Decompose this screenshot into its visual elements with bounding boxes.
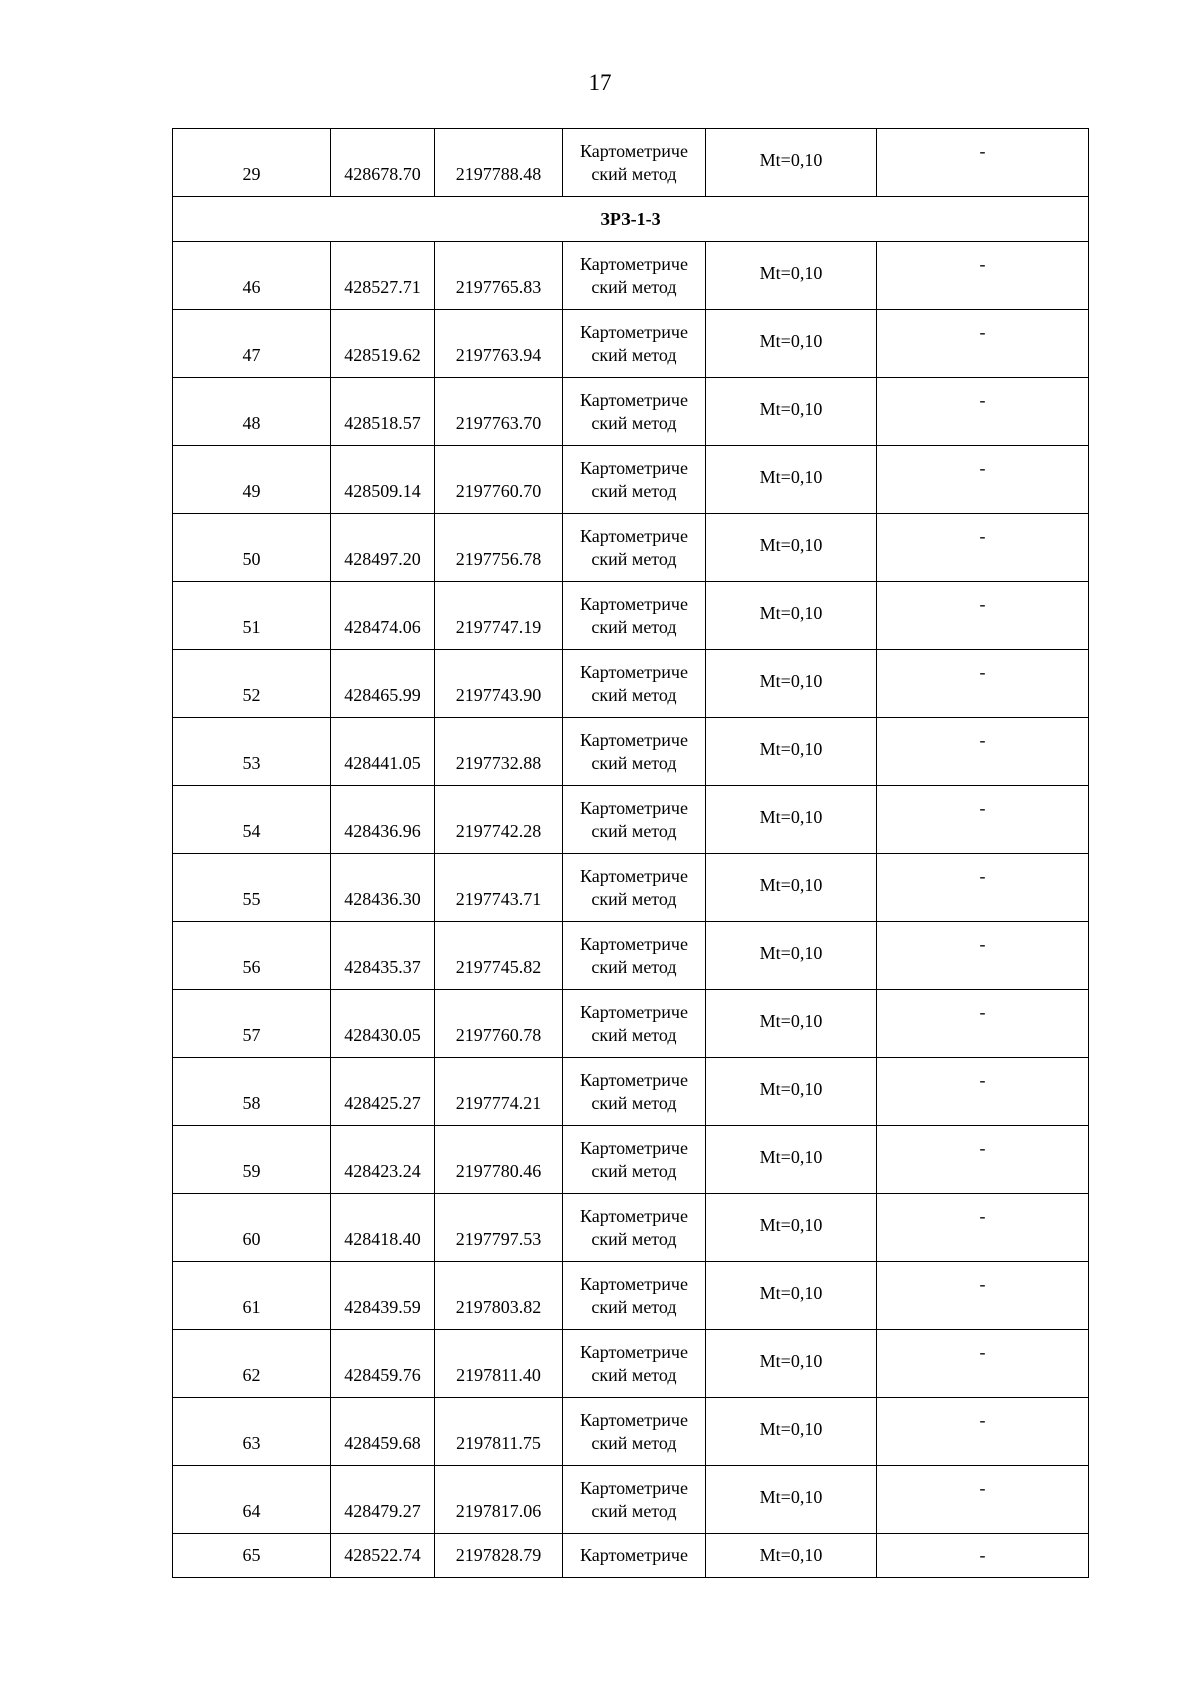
table-row (173, 990, 1089, 1058)
note-cell: - (877, 650, 1089, 718)
point-number: 63 (173, 1398, 331, 1466)
note-cell: - (877, 582, 1089, 650)
coordinates-table-body (173, 129, 1089, 1578)
table-row (173, 378, 1089, 446)
method-line1: Картометриче (580, 1069, 688, 1090)
coord-x: 428497.20 (331, 514, 435, 582)
method-line1: Картометриче (580, 933, 688, 954)
method-cell (563, 582, 706, 650)
method-cell (563, 378, 706, 446)
note-cell: - (877, 1466, 1089, 1534)
method-line1: Картометриче (580, 865, 688, 886)
coord-x: 428474.06 (331, 582, 435, 650)
point-number: 29 (173, 129, 331, 197)
coord-x: 428430.05 (331, 990, 435, 1058)
note-cell: - (877, 1330, 1089, 1398)
coord-y: 2197742.28 (435, 786, 563, 854)
coord-x: 428465.99 (331, 650, 435, 718)
coord-x: 428423.24 (331, 1126, 435, 1194)
table-row (173, 718, 1089, 786)
point-number: 48 (173, 378, 331, 446)
method-cell (563, 310, 706, 378)
point-number: 64 (173, 1466, 331, 1534)
table-row (173, 242, 1089, 310)
coord-y: 2197763.94 (435, 310, 563, 378)
method-line1: Картометриче (580, 321, 688, 342)
accuracy-cell: Mt=0,10 (706, 1262, 877, 1330)
method-cell (563, 1194, 706, 1262)
section-title: ЗРЗ-1-3 (173, 197, 1089, 242)
table-row (173, 650, 1089, 718)
method-line1: Картометриче (580, 1409, 688, 1430)
coord-y: 2197756.78 (435, 514, 563, 582)
point-number: 46 (173, 242, 331, 310)
point-number: 49 (173, 446, 331, 514)
method-line1: Картометриче (580, 1205, 688, 1226)
method-cell (563, 854, 706, 922)
note-cell: - (877, 1262, 1089, 1330)
note-cell: - (877, 378, 1089, 446)
accuracy-cell: Mt=0,10 (706, 922, 877, 990)
method-line1: Картометриче (580, 1477, 688, 1498)
coord-x: 428435.37 (331, 922, 435, 990)
method-line1: Картометриче (580, 593, 688, 614)
coord-y: 2197817.06 (435, 1466, 563, 1534)
method-line1: Картометриче (580, 457, 688, 478)
note-cell: - (877, 854, 1089, 922)
method-line2: ский метод (591, 548, 677, 569)
method-line1: Картометриче (580, 253, 688, 274)
method-cell (563, 922, 706, 990)
coord-y: 2197763.70 (435, 378, 563, 446)
method-line2: ский метод (591, 888, 677, 909)
method-line2: ский метод (591, 1500, 677, 1521)
note-cell: - (877, 1058, 1089, 1126)
accuracy-cell: Mt=0,10 (706, 1058, 877, 1126)
coordinates-table (172, 128, 1089, 1578)
point-number: 53 (173, 718, 331, 786)
point-number: 52 (173, 650, 331, 718)
method-cell (563, 1398, 706, 1466)
note-cell: - (877, 129, 1089, 197)
method-line2: ский метод (591, 752, 677, 773)
point-number: 59 (173, 1126, 331, 1194)
coord-y: 2197743.71 (435, 854, 563, 922)
method-cell (563, 990, 706, 1058)
table-row (173, 1126, 1089, 1194)
method-cell (563, 1058, 706, 1126)
method-line2: ский метод (591, 344, 677, 365)
table-row (173, 582, 1089, 650)
coord-x: 428425.27 (331, 1058, 435, 1126)
coord-x: 428479.27 (331, 1466, 435, 1534)
method-line2: ский метод (591, 820, 677, 841)
coord-x: 428519.62 (331, 310, 435, 378)
point-number: 62 (173, 1330, 331, 1398)
table-row (173, 786, 1089, 854)
table-row (173, 1534, 1089, 1578)
point-number: 47 (173, 310, 331, 378)
method-cell (563, 129, 706, 197)
note-cell: - (877, 1126, 1089, 1194)
coord-y: 2197780.46 (435, 1126, 563, 1194)
table-row (173, 129, 1089, 197)
method-line2: ский метод (591, 276, 677, 297)
method-cell (563, 446, 706, 514)
point-number: 65 (173, 1534, 331, 1578)
note-cell: - (877, 1534, 1089, 1578)
coord-x: 428459.76 (331, 1330, 435, 1398)
method-cell (563, 1126, 706, 1194)
method-cell (563, 1330, 706, 1398)
page-number: 17 (588, 70, 612, 95)
point-number: 60 (173, 1194, 331, 1262)
coord-x: 428522.74 (331, 1534, 435, 1578)
note-cell: - (877, 242, 1089, 310)
accuracy-cell: Mt=0,10 (706, 650, 877, 718)
coord-y: 2197765.83 (435, 242, 563, 310)
accuracy-cell: Mt=0,10 (706, 582, 877, 650)
method-line2: ский метод (591, 1092, 677, 1113)
table-row (173, 446, 1089, 514)
accuracy-cell: Mt=0,10 (706, 1466, 877, 1534)
coord-x: 428527.71 (331, 242, 435, 310)
method-cell (563, 650, 706, 718)
method-line1: Картометриче (580, 1341, 688, 1362)
coord-x: 428439.59 (331, 1262, 435, 1330)
method-line2: ский метод (591, 1364, 677, 1385)
section-row (173, 197, 1089, 242)
point-number: 55 (173, 854, 331, 922)
accuracy-cell: Mt=0,10 (706, 1534, 877, 1578)
note-cell: - (877, 718, 1089, 786)
coord-y: 2197797.53 (435, 1194, 563, 1262)
accuracy-cell: Mt=0,10 (706, 310, 877, 378)
note-cell: - (877, 514, 1089, 582)
accuracy-cell: Mt=0,10 (706, 1126, 877, 1194)
method-line2: ский метод (591, 163, 677, 184)
method-cell (563, 786, 706, 854)
coord-y: 2197828.79 (435, 1534, 563, 1578)
coord-y: 2197745.82 (435, 922, 563, 990)
method-line1: Картометриче (580, 729, 688, 750)
coord-x: 428678.70 (331, 129, 435, 197)
coord-x: 428518.57 (331, 378, 435, 446)
table-row (173, 1398, 1089, 1466)
method-line1: Картометриче (580, 797, 688, 818)
coord-y: 2197747.19 (435, 582, 563, 650)
method-cell (563, 242, 706, 310)
accuracy-cell: Mt=0,10 (706, 990, 877, 1058)
table-row (173, 1330, 1089, 1398)
method-line2: ский метод (591, 616, 677, 637)
accuracy-cell: Mt=0,10 (706, 854, 877, 922)
method-line1: Картометриче (580, 1137, 688, 1158)
coord-y: 2197803.82 (435, 1262, 563, 1330)
note-cell: - (877, 1194, 1089, 1262)
point-number: 58 (173, 1058, 331, 1126)
method-line1: Картометриче (580, 389, 688, 410)
method-line2: ский метод (591, 956, 677, 977)
method-line2: ский метод (591, 684, 677, 705)
point-number: 57 (173, 990, 331, 1058)
table-row (173, 1262, 1089, 1330)
coord-y: 2197788.48 (435, 129, 563, 197)
note-cell: - (877, 786, 1089, 854)
coord-y: 2197743.90 (435, 650, 563, 718)
method-line2: ский метод (591, 1160, 677, 1181)
coord-x: 428509.14 (331, 446, 435, 514)
method-cell (563, 718, 706, 786)
coord-x: 428436.96 (331, 786, 435, 854)
note-cell: - (877, 310, 1089, 378)
method-line2: ский метод (591, 412, 677, 433)
point-number: 50 (173, 514, 331, 582)
accuracy-cell: Mt=0,10 (706, 1398, 877, 1466)
method-line1: Картометриче (580, 1001, 688, 1022)
accuracy-cell: Mt=0,10 (706, 514, 877, 582)
table-row (173, 514, 1089, 582)
method-cell (563, 1262, 706, 1330)
coord-x: 428459.68 (331, 1398, 435, 1466)
accuracy-cell: Mt=0,10 (706, 718, 877, 786)
note-cell: - (877, 446, 1089, 514)
point-number: 56 (173, 922, 331, 990)
table-row (173, 1194, 1089, 1262)
table-row (173, 1466, 1089, 1534)
method-line2: ский метод (591, 1296, 677, 1317)
coord-x: 428418.40 (331, 1194, 435, 1262)
coord-x: 428441.05 (331, 718, 435, 786)
coord-x: 428436.30 (331, 854, 435, 922)
method-cell (563, 1466, 706, 1534)
point-number: 54 (173, 786, 331, 854)
method-line1: Картометриче (580, 1273, 688, 1294)
coord-y: 2197811.40 (435, 1330, 563, 1398)
note-cell: - (877, 1398, 1089, 1466)
accuracy-cell: Mt=0,10 (706, 446, 877, 514)
coord-y: 2197760.78 (435, 990, 563, 1058)
point-number: 61 (173, 1262, 331, 1330)
method-cell (563, 514, 706, 582)
accuracy-cell: Mt=0,10 (706, 1330, 877, 1398)
note-cell: - (877, 990, 1089, 1058)
point-number: 51 (173, 582, 331, 650)
table-row (173, 1058, 1089, 1126)
method-line1: Картометриче (580, 140, 688, 161)
method-line2: ский метод (591, 480, 677, 501)
coord-y: 2197760.70 (435, 446, 563, 514)
accuracy-cell: Mt=0,10 (706, 378, 877, 446)
table-row (173, 854, 1089, 922)
method-line2: ский метод (591, 1024, 677, 1045)
coord-y: 2197811.75 (435, 1398, 563, 1466)
note-cell: - (877, 922, 1089, 990)
accuracy-cell: Mt=0,10 (706, 129, 877, 197)
coord-y: 2197732.88 (435, 718, 563, 786)
method-line2: ский метод (591, 1432, 677, 1453)
coord-y: 2197774.21 (435, 1058, 563, 1126)
method-line2: ский метод (591, 1228, 677, 1249)
accuracy-cell: Mt=0,10 (706, 242, 877, 310)
table-row (173, 922, 1089, 990)
accuracy-cell: Mt=0,10 (706, 786, 877, 854)
method-line1: Картометриче (580, 525, 688, 546)
table-row (173, 310, 1089, 378)
method-cell: Картометриче (563, 1534, 706, 1578)
accuracy-cell: Mt=0,10 (706, 1194, 877, 1262)
method-line1: Картометриче (580, 661, 688, 682)
